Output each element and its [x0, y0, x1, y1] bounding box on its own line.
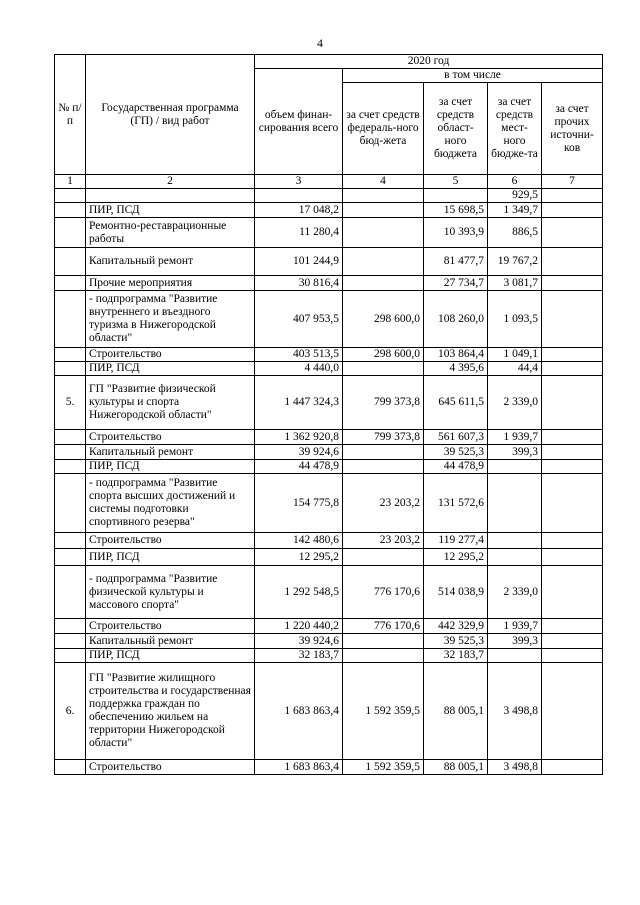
program-name: ПИР, ПСД — [86, 649, 255, 663]
row-number — [55, 460, 86, 474]
table-row — [55, 203, 603, 218]
program-name — [86, 189, 255, 203]
table-row — [55, 276, 603, 291]
federal-amount: 799 373,8 — [343, 376, 424, 430]
regional-amount — [424, 189, 488, 203]
table-row — [55, 362, 603, 376]
row-number — [55, 189, 86, 203]
regional-amount: 561 607,3 — [424, 430, 488, 445]
local-amount: 1 093,5 — [488, 291, 542, 348]
regional-amount: 119 277,4 — [424, 533, 488, 549]
local-amount: 1 049,1 — [488, 348, 542, 362]
page-number: 4 — [317, 36, 323, 50]
total-amount: 1 683 863,4 — [255, 663, 343, 760]
other-amount — [542, 376, 603, 430]
federal-amount — [343, 203, 424, 218]
local-amount: 929,5 — [488, 189, 542, 203]
table-row — [55, 663, 603, 760]
total-amount: 30 816,4 — [255, 276, 343, 291]
total-amount: 11 280,4 — [255, 218, 343, 248]
local-amount — [488, 460, 542, 474]
header-year: 2020 год — [255, 55, 603, 69]
federal-amount — [343, 445, 424, 460]
other-amount — [542, 460, 603, 474]
program-name: ПИР, ПСД — [86, 362, 255, 376]
program-name: ПИР, ПСД — [86, 549, 255, 566]
table-row — [55, 291, 603, 348]
program-name: Строительство — [86, 619, 255, 634]
program-name: - подпрограмма "Развитие спорта высших достижений и системы подготовки спортивного резерва" — [86, 474, 255, 533]
total-amount: 1 447 324,3 — [255, 376, 343, 430]
local-amount: 3 081,7 — [488, 276, 542, 291]
other-amount — [542, 248, 603, 276]
table-row — [55, 430, 603, 445]
total-amount: 1 683 863,4 — [255, 760, 343, 775]
local-amount — [488, 533, 542, 549]
federal-amount — [343, 460, 424, 474]
table-body — [55, 189, 603, 775]
total-amount: 39 924,6 — [255, 445, 343, 460]
table-row — [55, 533, 603, 549]
other-amount — [542, 619, 603, 634]
table-row — [55, 189, 603, 203]
regional-amount: 88 005,1 — [424, 663, 488, 760]
total-amount: 142 480,6 — [255, 533, 343, 549]
federal-amount: 776 170,6 — [343, 566, 424, 619]
other-amount — [542, 348, 603, 362]
table-row — [55, 649, 603, 663]
regional-amount: 131 572,6 — [424, 474, 488, 533]
regional-amount: 442 329,9 — [424, 619, 488, 634]
federal-amount: 298 600,0 — [343, 348, 424, 362]
program-name: Ремонтно-реставрационные работы — [86, 218, 255, 248]
column-number: 7 — [542, 175, 603, 189]
row-number — [55, 533, 86, 549]
regional-amount: 108 260,0 — [424, 291, 488, 348]
regional-amount: 12 295,2 — [424, 549, 488, 566]
row-number — [55, 760, 86, 775]
column-numbers-row — [55, 175, 603, 189]
other-amount — [542, 649, 603, 663]
federal-amount: 776 170,6 — [343, 619, 424, 634]
other-amount — [542, 663, 603, 760]
local-amount: 1 939,7 — [488, 619, 542, 634]
table-row — [55, 619, 603, 634]
regional-amount: 645 611,5 — [424, 376, 488, 430]
table-row — [55, 566, 603, 619]
federal-amount — [343, 248, 424, 276]
other-amount — [542, 189, 603, 203]
total-amount: 4 440,0 — [255, 362, 343, 376]
total-amount: 403 513,5 — [255, 348, 343, 362]
program-name: Капитальный ремонт — [86, 634, 255, 649]
local-amount: 399,3 — [488, 445, 542, 460]
program-name: Капитальный ремонт — [86, 248, 255, 276]
federal-amount — [343, 634, 424, 649]
local-amount: 2 339,0 — [488, 376, 542, 430]
column-number: 6 — [488, 175, 542, 189]
row-number — [55, 430, 86, 445]
other-amount — [542, 549, 603, 566]
other-amount — [542, 566, 603, 619]
header-row-number: № п/п — [55, 55, 86, 175]
program-name: Строительство — [86, 760, 255, 775]
other-amount — [542, 218, 603, 248]
regional-amount: 44 478,9 — [424, 460, 488, 474]
local-amount — [488, 649, 542, 663]
other-amount — [542, 533, 603, 549]
table-row — [55, 634, 603, 649]
row-number — [55, 248, 86, 276]
regional-amount: 39 525,3 — [424, 445, 488, 460]
local-amount: 1 349,7 — [488, 203, 542, 218]
program-name: Строительство — [86, 533, 255, 549]
other-amount — [542, 276, 603, 291]
program-name: ПИР, ПСД — [86, 203, 255, 218]
regional-amount: 39 525,3 — [424, 634, 488, 649]
row-number — [55, 549, 86, 566]
row-number — [55, 649, 86, 663]
header-regional: за счет средств област-ного бюджета — [424, 83, 488, 175]
header-total: объем финан-сирования всего — [255, 69, 343, 175]
federal-amount: 23 203,2 — [343, 533, 424, 549]
local-amount — [488, 549, 542, 566]
federal-amount — [343, 649, 424, 663]
row-number: 6. — [55, 663, 86, 760]
program-name: ГП "Развитие физической культуры и спорта Нижегородской области" — [86, 376, 255, 430]
table-row — [55, 460, 603, 474]
regional-amount: 88 005,1 — [424, 760, 488, 775]
column-number: 4 — [343, 175, 424, 189]
column-number: 3 — [255, 175, 343, 189]
total-amount: 1 220 440,2 — [255, 619, 343, 634]
total-amount: 154 775,8 — [255, 474, 343, 533]
local-amount — [488, 474, 542, 533]
row-number — [55, 276, 86, 291]
local-amount: 3 498,8 — [488, 663, 542, 760]
total-amount: 12 295,2 — [255, 549, 343, 566]
program-name: Строительство — [86, 348, 255, 362]
federal-amount: 23 203,2 — [343, 474, 424, 533]
federal-amount: 1 592 359,5 — [343, 663, 424, 760]
table-row — [55, 376, 603, 430]
table-row — [55, 549, 603, 566]
row-number — [55, 348, 86, 362]
regional-amount: 81 477,7 — [424, 248, 488, 276]
local-amount: 399,3 — [488, 634, 542, 649]
regional-amount: 32 183,7 — [424, 649, 488, 663]
other-amount — [542, 291, 603, 348]
column-number: 2 — [86, 175, 255, 189]
row-number — [55, 362, 86, 376]
row-number — [55, 619, 86, 634]
local-amount: 19 767,2 — [488, 248, 542, 276]
other-amount — [542, 634, 603, 649]
local-amount: 2 339,0 — [488, 566, 542, 619]
total-amount: 39 924,6 — [255, 634, 343, 649]
column-number: 5 — [424, 175, 488, 189]
table-row — [55, 760, 603, 775]
other-amount — [542, 760, 603, 775]
local-amount: 1 939,7 — [488, 430, 542, 445]
federal-amount — [343, 189, 424, 203]
row-number — [55, 218, 86, 248]
program-name: ГП "Развитие жилищного строительства и государственная поддержка граждан по обеспечению жильем на территории Нижегородской области" — [86, 663, 255, 760]
regional-amount: 15 698,5 — [424, 203, 488, 218]
row-number — [55, 445, 86, 460]
total-amount: 407 953,5 — [255, 291, 343, 348]
program-name: ПИР, ПСД — [86, 460, 255, 474]
table-row — [55, 474, 603, 533]
row-number — [55, 474, 86, 533]
federal-amount: 799 373,8 — [343, 430, 424, 445]
row-number — [55, 203, 86, 218]
row-number — [55, 291, 86, 348]
table-row — [55, 218, 603, 248]
total-amount: 101 244,9 — [255, 248, 343, 276]
other-amount — [542, 430, 603, 445]
federal-amount — [343, 549, 424, 566]
local-amount: 3 498,8 — [488, 760, 542, 775]
financing-table — [54, 54, 603, 775]
header-local: за счет средств мест-ного бюдже-та — [488, 83, 542, 175]
header-in-total: в том числе — [343, 69, 603, 83]
row-number — [55, 566, 86, 619]
program-name: Прочие мероприятия — [86, 276, 255, 291]
program-name: - подпрограмма "Развитие внутреннего и въездного туризма в Нижегородской области" — [86, 291, 255, 348]
program-name: Строительство — [86, 430, 255, 445]
federal-amount — [343, 218, 424, 248]
program-name: Капитальный ремонт — [86, 445, 255, 460]
header-program: Государственная программа (ГП) / вид работ — [86, 55, 255, 175]
row-number: 5. — [55, 376, 86, 430]
total-amount: 44 478,9 — [255, 460, 343, 474]
row-number — [55, 634, 86, 649]
total-amount — [255, 189, 343, 203]
total-amount: 1 292 548,5 — [255, 566, 343, 619]
regional-amount: 27 734,7 — [424, 276, 488, 291]
federal-amount — [343, 276, 424, 291]
table-row — [55, 248, 603, 276]
other-amount — [542, 362, 603, 376]
regional-amount: 103 864,4 — [424, 348, 488, 362]
other-amount — [542, 203, 603, 218]
total-amount: 1 362 920,8 — [255, 430, 343, 445]
total-amount: 17 048,2 — [255, 203, 343, 218]
table-row — [55, 445, 603, 460]
federal-amount — [343, 362, 424, 376]
regional-amount: 514 038,9 — [424, 566, 488, 619]
table-row — [55, 348, 603, 362]
header-other: за счет прочих источни-ков — [542, 83, 603, 175]
regional-amount: 4 395,6 — [424, 362, 488, 376]
federal-amount: 1 592 359,5 — [343, 760, 424, 775]
total-amount: 32 183,7 — [255, 649, 343, 663]
local-amount: 44,4 — [488, 362, 542, 376]
program-name: - подпрограмма "Развитие физической культуры и массового спорта" — [86, 566, 255, 619]
other-amount — [542, 445, 603, 460]
local-amount: 886,5 — [488, 218, 542, 248]
regional-amount: 10 393,9 — [424, 218, 488, 248]
other-amount — [542, 474, 603, 533]
column-number: 1 — [55, 175, 86, 189]
federal-amount: 298 600,0 — [343, 291, 424, 348]
header-federal: за счет средств федераль-ного бюд-жета — [343, 83, 424, 175]
